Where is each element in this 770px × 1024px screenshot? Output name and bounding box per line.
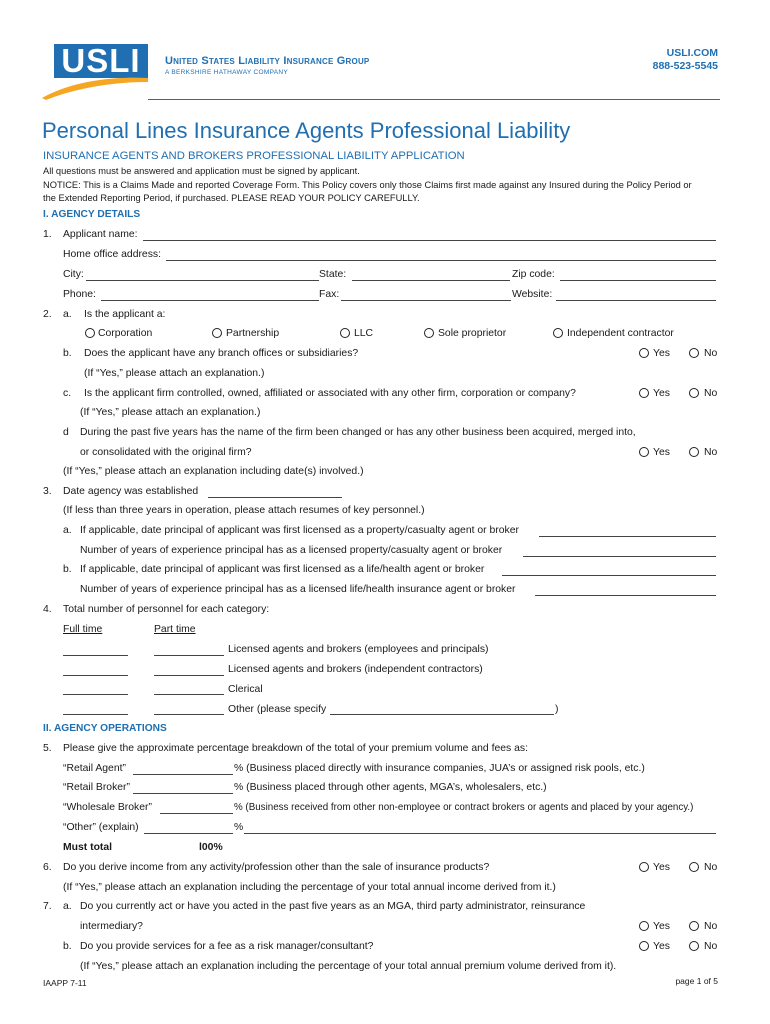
q7a-letter: a. [63, 901, 72, 912]
full-time-field-1[interactable] [63, 655, 128, 656]
page-title: Personal Lines Insurance Agents Professional Liability [42, 118, 571, 143]
fax-label: Fax: [319, 289, 340, 300]
q7b-note: (If “Yes,” please attach an explanation including the percentage of your total annual premium volume derived from it). [80, 961, 617, 972]
q2c-question: Is the applicant firm controlled, owned, affiliated or associated with any other firm, corporation or company? [84, 388, 576, 399]
q2d-yes-label: Yes [653, 447, 670, 458]
q3b-question: If applicable, date principal of applicant was first licensed as a life/health agent or broker [80, 564, 485, 575]
date-established-field[interactable] [208, 497, 342, 498]
pc-years-field[interactable] [523, 556, 716, 557]
phone-label: Phone: [63, 289, 96, 300]
page-subtitle: INSURANCE AGENTS AND BROKERS PROFESSIONAL LIABILITY APPLICATION [43, 150, 465, 162]
q7a-no-radio[interactable] [689, 921, 699, 931]
radio-corporation[interactable] [85, 328, 95, 338]
pc-licensed-date-field[interactable] [539, 536, 716, 537]
q6-number: 6. [43, 862, 52, 873]
q2b-question: Does the applicant have any branch offices or subsidiaries? [84, 348, 359, 359]
partnership-label: Partnership [226, 328, 280, 339]
q7b-yes-label: Yes [653, 941, 670, 952]
company-subtitle: A BERKSHIRE HATHAWAY COMPANY [165, 69, 289, 76]
full-time-heading: Full time [63, 624, 103, 635]
q2d-no-label: No [704, 447, 718, 458]
q2d-letter: d [63, 427, 69, 438]
q3-note: (If less than three years in operation, please attach resumes of key personnel.) [63, 505, 425, 516]
logo-text: USLI [61, 42, 141, 79]
applicant-name-field[interactable] [143, 240, 716, 241]
category-clerical: Clerical [228, 684, 263, 695]
q2b-no-label: No [704, 348, 718, 359]
q2d-note: (If “Yes,” please attach an explanation including date(s) involved.) [63, 466, 364, 477]
q5-number: 5. [43, 743, 52, 754]
website-field[interactable] [556, 300, 716, 301]
q1-number: 1. [43, 229, 52, 240]
independent-contractor-label: Independent contractor [567, 328, 674, 339]
section-heading-agency-details: I. AGENCY DETAILS [43, 209, 141, 220]
phone-field[interactable] [101, 300, 319, 301]
category-other: Other (please specify [228, 704, 327, 715]
q2c-no-radio[interactable] [689, 388, 699, 398]
q2c-yes-radio[interactable] [639, 388, 649, 398]
city-label: City: [63, 269, 84, 280]
q2c-letter: c. [63, 388, 72, 399]
part-time-field-2[interactable] [154, 675, 224, 676]
retail-agent-pct-field[interactable] [133, 774, 233, 775]
company-name: United States Liability Insurance Group [165, 55, 370, 67]
full-time-field-4[interactable] [63, 714, 128, 715]
q2b-no-radio[interactable] [689, 348, 699, 358]
part-time-field-4[interactable] [154, 714, 224, 715]
q6-yes-radio[interactable] [639, 862, 649, 872]
radio-sole-proprietor[interactable] [424, 328, 434, 338]
q6-note: (If “Yes,” please attach an explanation including the percentage of your total annual income derived from it.) [63, 882, 556, 893]
q7b-no-radio[interactable] [689, 941, 699, 951]
website-label: Website: [512, 289, 553, 300]
lh-years-field[interactable] [535, 595, 716, 596]
q7-number: 7. [43, 901, 52, 912]
retail-broker-pct-field[interactable] [133, 793, 233, 794]
q6-yes-label: Yes [653, 862, 670, 873]
q2d-question-line2: or consolidated with the original firm? [80, 447, 252, 458]
notice-claims-made: NOTICE: This is a Claims Made and reported Coverage Form. This Policy covers only those Claims first made against any Insured during the Policy Period or [43, 180, 692, 190]
radio-independent-contractor[interactable] [553, 328, 563, 338]
q6-question: Do you derive income from any activity/profession other than the sale of insurance products? [63, 862, 490, 873]
q2d-question-line1: During the past five years has the name of the firm been changed or has any other business been acquired, merged into, [80, 427, 636, 438]
q2d-no-radio[interactable] [689, 447, 699, 457]
q7a-question-line1: Do you currently act or have you acted in the past five years as an MGA, third party administrator, reinsurance [80, 901, 586, 912]
q2b-yes-label: Yes [653, 348, 670, 359]
category-licensed-contractors: Licensed agents and brokers (independent contractors) [228, 664, 483, 675]
header-divider [148, 99, 720, 100]
q5-question: Please give the approximate percentage breakdown of the total of your premium volume and fees as: [63, 743, 528, 754]
q3a-years-question: Number of years of experience principal has as a licensed property/casualty agent or broker [80, 545, 503, 556]
part-time-heading: Part time [154, 624, 196, 635]
usli-logo [40, 42, 150, 100]
retail-agent-label: “Retail Agent” [63, 763, 126, 774]
notice-answer-all: All questions must be answered and application must be signed by applicant. [43, 166, 360, 176]
q3-question: Date agency was established [63, 486, 199, 497]
q3a-letter: a. [63, 525, 72, 536]
must-total-value: l00% [199, 842, 223, 853]
category-other-close: ) [555, 704, 559, 715]
retail-broker-desc: % (Business placed through other agents, MGA’s, wholesalers, etc.) [234, 782, 547, 793]
other-specify-field[interactable] [330, 714, 554, 715]
other-pct-sign: % [234, 822, 244, 833]
q2c-no-label: No [704, 388, 718, 399]
part-time-field-1[interactable] [154, 655, 224, 656]
home-office-field[interactable] [166, 260, 716, 261]
q4-number: 4. [43, 604, 52, 615]
home-office-label: Home office address: [63, 249, 161, 260]
radio-partnership[interactable] [212, 328, 222, 338]
llc-label: LLC [354, 328, 374, 339]
q7a-no-label: No [704, 921, 718, 932]
website-link[interactable]: USLI.COM [666, 47, 718, 59]
q2c-note: (If “Yes,” please attach an explanation.) [80, 407, 261, 418]
wholesale-broker-desc: % (Business received from other non-employee or contract brokers or agents and placed by your agency.) [234, 802, 694, 813]
q2c-yes-label: Yes [653, 388, 670, 399]
full-time-field-3[interactable] [63, 694, 128, 695]
other-explain-label: “Other” (explain) [63, 822, 139, 833]
q3b-letter: b. [63, 564, 72, 575]
sole-proprietor-label: Sole proprietor [438, 328, 507, 339]
applicant-name-label: Applicant name: [63, 229, 138, 240]
full-time-field-2[interactable] [63, 675, 128, 676]
q2d-yes-radio[interactable] [639, 447, 649, 457]
other-pct-field[interactable] [144, 833, 233, 834]
phone-number: 888-523-5545 [652, 60, 718, 72]
zip-field[interactable] [560, 280, 716, 281]
page-number: page 1 of 5 [675, 976, 718, 986]
corporation-label: Corporation [98, 328, 153, 339]
q2b-yes-radio[interactable] [639, 348, 649, 358]
fax-field[interactable] [341, 300, 511, 301]
q2a-question: Is the applicant a: [84, 309, 166, 320]
wholesale-broker-label: “Wholesale Broker” [63, 802, 152, 813]
wholesale-broker-pct-field[interactable] [160, 813, 233, 814]
q7b-letter: b. [63, 941, 72, 952]
q2-number: 2. [43, 309, 52, 320]
retail-broker-label: “Retail Broker” [63, 782, 130, 793]
other-explain-field[interactable] [244, 833, 716, 834]
q3b-years-question: Number of years of experience principal has as a licensed life/health insurance agent or broker [80, 584, 516, 595]
state-label: State: [319, 269, 347, 280]
q2a-letter: a. [63, 309, 72, 320]
q7b-question: Do you provide services for a fee as a risk manager/consultant? [80, 941, 374, 952]
notice-claims-made-cont: the Extended Reporting Period, if purchased. PLEASE READ YOUR POLICY CAREFULLY. [43, 193, 420, 203]
section-heading-agency-operations: II. AGENCY OPERATIONS [43, 723, 167, 734]
state-field[interactable] [352, 280, 510, 281]
q7b-no-label: No [704, 941, 718, 952]
form-id: IAAPP 7-11 [43, 978, 87, 988]
city-field[interactable] [86, 280, 319, 281]
retail-agent-desc: % (Business placed directly with insurance companies, JUA’s or assigned risk pools, etc.) [234, 763, 645, 774]
must-total-label: Must total [63, 842, 113, 853]
q2b-note: (If “Yes,” please attach an explanation.) [84, 368, 265, 379]
q3-number: 3. [43, 486, 52, 497]
q4-question: Total number of personnel for each category: [63, 604, 270, 615]
q6-no-radio[interactable] [689, 862, 699, 872]
zip-label: Zip code: [512, 269, 555, 280]
radio-llc[interactable] [340, 328, 350, 338]
q7a-yes-label: Yes [653, 921, 670, 932]
lh-licensed-date-field[interactable] [502, 575, 716, 576]
q6-no-label: No [704, 862, 718, 873]
q7a-yes-radio[interactable] [639, 921, 649, 931]
q3a-question: If applicable, date principal of applicant was first licensed as a property/casualty agent or broker [80, 525, 519, 536]
part-time-field-3[interactable] [154, 694, 224, 695]
q7b-yes-radio[interactable] [639, 941, 649, 951]
q2b-letter: b. [63, 348, 72, 359]
category-licensed-employees: Licensed agents and brokers (employees and principals) [228, 644, 489, 655]
q7a-question-line2: intermediary? [80, 921, 143, 932]
